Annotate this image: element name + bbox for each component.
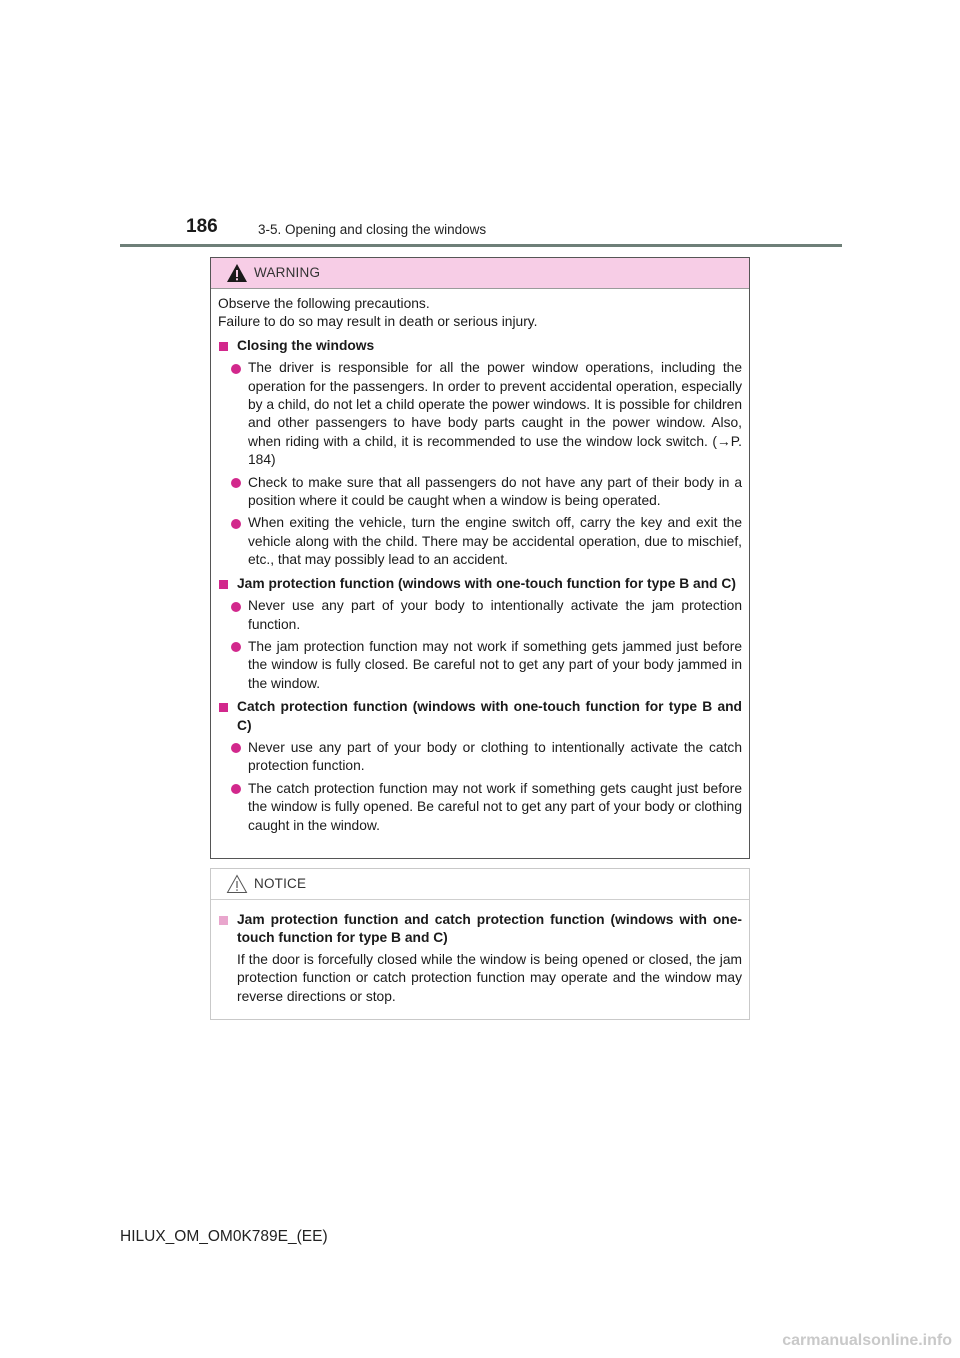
circle-bullet-icon — [231, 642, 241, 652]
circle-bullet-icon — [231, 784, 241, 794]
list-item-text: The driver is responsible for all the power window operations, including the operation for the passengers. In order to prevent accidental operation, especially by a child, do not let a child operate the power windows. It is possible for children and other passengers to have body parts caught in the power window. Also, when riding with a child, it is recommended to use the window lock switch. (→P. 184) — [248, 360, 742, 468]
caution-triangle-icon — [226, 874, 248, 894]
list-item-text: Check to make sure that all passengers do not have any part of their body in a position where it could be caught when a window is being operated. — [248, 474, 742, 509]
warning-body — [211, 289, 749, 835]
square-bullet-icon — [219, 580, 228, 589]
section-heading — [218, 575, 742, 593]
square-bullet-icon — [219, 916, 228, 925]
list-item-text: The jam protection function may not work if something gets jammed just before the window is fully closed. Be careful not to get any part of your body jammed in the window. — [248, 638, 742, 691]
circle-bullet-icon — [231, 478, 241, 488]
warning-triangle-icon — [226, 263, 248, 283]
section-heading-text: Jam protection function (windows with one-touch function for type B and C) — [237, 575, 736, 591]
warning-box — [210, 257, 750, 859]
page-number: 186 — [186, 216, 218, 237]
section-heading — [218, 698, 742, 735]
list-item — [218, 739, 742, 776]
square-bullet-icon — [219, 703, 228, 712]
warning-intro-line: Observe the following precautions. — [218, 296, 430, 311]
list-item — [218, 474, 742, 511]
list-item — [218, 638, 742, 693]
notice-text: If the door is forcefully closed while the window is being opened or closed, the jam protection function or catch protection function may operate and the window may reverse directions or stop. — [237, 951, 742, 1004]
square-bullet-icon — [219, 342, 228, 351]
section-title: 3-5. Opening and closing the windows — [258, 222, 487, 237]
section-heading-text: Catch protection function (windows with one-touch function for type B and C) — [237, 699, 742, 733]
list-item — [218, 597, 742, 634]
notice-heading — [218, 911, 742, 948]
notice-body — [211, 900, 749, 1006]
page-header — [120, 214, 842, 246]
notice-header — [211, 869, 749, 900]
section-heading — [218, 337, 742, 355]
warning-header — [211, 258, 749, 289]
notice-label: NOTICE — [254, 876, 307, 891]
notice-box — [210, 868, 750, 1020]
warning-intro — [218, 295, 742, 332]
warning-label: WARNING — [254, 265, 321, 280]
list-item — [218, 359, 742, 469]
circle-bullet-icon — [231, 602, 241, 612]
list-item-text: Never use any part of your body or clothing to intentionally activate the catch protection function. — [248, 739, 742, 774]
header-rule — [120, 244, 842, 247]
list-item-text: When exiting the vehicle, turn the engine switch off, carry the key and exit the vehicle along with the child. There may be accidental operation, due to mischief, etc., that may possibly lead to an accident. — [248, 515, 742, 568]
document-code: HILUX_OM_OM0K789E_(EE) — [120, 1228, 328, 1245]
notice-heading-text: Jam protection function and catch protection function (windows with one-touch function for type B and C) — [237, 912, 742, 946]
list-item — [218, 780, 742, 835]
circle-bullet-icon — [231, 364, 241, 374]
circle-bullet-icon — [231, 743, 241, 753]
warning-intro-line: Failure to do so may result in death or serious injury. — [218, 314, 538, 330]
section-heading-text: Closing the windows — [237, 337, 375, 353]
watermark: carmanualsonline.info — [782, 1332, 952, 1349]
list-item-text: Never use any part of your body to intentionally activate the jam protection function. — [248, 598, 742, 632]
list-item — [218, 514, 742, 569]
circle-bullet-icon — [231, 519, 241, 529]
list-item-text: The catch protection function may not work if something gets caught just before the window is fully opened. Be careful not to get any part of your body or clothing caught in the window. — [248, 780, 742, 833]
